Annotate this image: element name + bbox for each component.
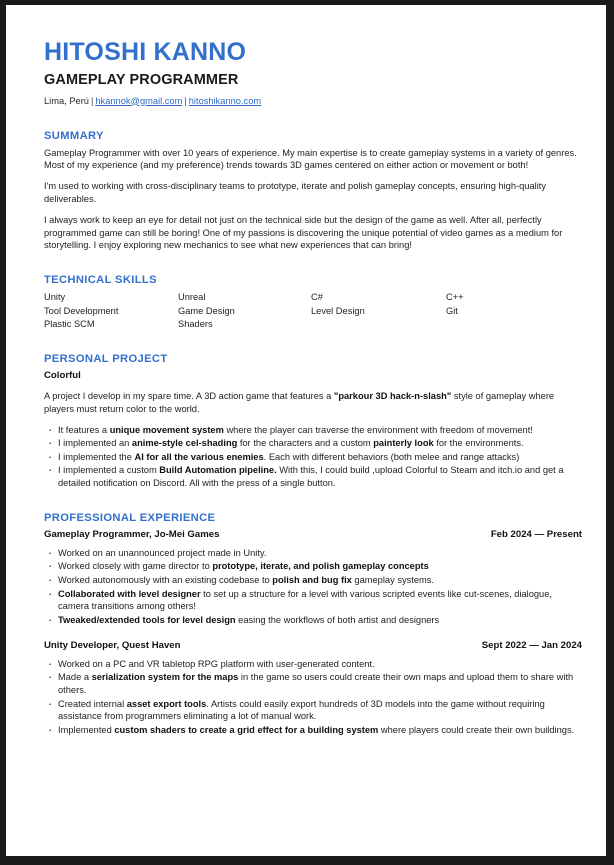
skills-column [178, 291, 311, 331]
candidate-role: GAMEPLAY PROGRAMMER [44, 71, 239, 88]
bullet-text-bold: Collaborated with level designer [58, 588, 201, 599]
bullet-text-post-2: for the environments. [433, 438, 524, 449]
bullet-text-bold: prototype, iterate, and polish gameplay concepts [212, 561, 429, 572]
list-item [44, 614, 582, 627]
skill-item: Plastic SCM [44, 318, 95, 329]
list-item [44, 547, 582, 560]
bullet-text-post: With this, I could build ,upload Colorful to Steam and itch.io and get a detailed notification on Discord. All with the press of a single button. [58, 465, 564, 489]
contact-location: Lima, Perú [44, 95, 89, 106]
bullet-text-pre: Worked autonomously with an existing codebase to [58, 575, 273, 586]
bullet-text-post: where players could create their own buildings. [378, 724, 575, 735]
list-item [44, 437, 582, 450]
list-item [44, 451, 582, 464]
list-item [44, 658, 582, 671]
bullet-text-bold: Build Automation pipeline. [159, 465, 277, 476]
skills-column [311, 291, 446, 331]
list-item [44, 424, 582, 437]
skills-column [44, 291, 178, 331]
bullet-text-pre: Created internal [58, 698, 127, 709]
skill-item: Game Design [178, 305, 235, 316]
summary-title: SUMMARY [44, 129, 104, 142]
professional-experience-section [44, 512, 582, 737]
job-bullet-list [44, 658, 582, 737]
list-item [44, 698, 582, 723]
bullet-text-bold: polish and bug fix [272, 575, 352, 586]
bullet-text-pre: It features a [58, 424, 110, 435]
bullet-text-pre: Made a [58, 672, 92, 683]
bullet-text-pre: Worked closely with game director to [58, 561, 213, 572]
summary-paragraph: Gameplay Programmer with over 10 years of experience. My main expertise is to create gameplay systems in a variety of genres. Most of my experience (and my preference) trends towards 3D games centered on either action or movement or both! [44, 147, 577, 171]
email-link[interactable]: hkannok@gmail.com [95, 95, 183, 106]
project-desc-post: style of gameplay where players must return color to the world. [44, 390, 555, 414]
job-dates: Feb 2024 — Present [490, 528, 582, 540]
technical-skills-section [44, 274, 582, 331]
project-bullet-list [44, 424, 582, 490]
job-header [44, 529, 582, 540]
bullet-text-pre: I implemented the [58, 451, 135, 462]
resume-page [6, 5, 606, 856]
list-item [44, 574, 582, 587]
summary-section [44, 130, 582, 253]
skills-grid [44, 291, 582, 331]
project-desc-pre: A project I develop in my spare time. A 3D action game that features a [44, 390, 334, 401]
bullet-text-bold: Tweaked/extended tools for level design [58, 614, 236, 625]
skill-item: Git [446, 305, 458, 316]
skill-item: Shaders [178, 318, 213, 329]
bullet-text-bold: anime-style cel-shading [131, 438, 238, 449]
job-dates: Sept 2022 — Jan 2024 [481, 639, 582, 651]
skill-item: Level Design [311, 305, 365, 316]
skill-item: Tool Development [44, 305, 119, 316]
list-item [44, 464, 582, 489]
summary-paragraph: I'm used to working with cross-disciplinary teams to prototype, iterate and polish gameplay concepts, ensuring high-quality deliverables. [44, 181, 546, 204]
list-item [44, 671, 582, 696]
website-link[interactable]: hitoshikanno.com [188, 95, 262, 106]
project-name: Colorful [44, 369, 81, 381]
bullet-text-post: gameplay systems. [351, 575, 434, 586]
bullet-text-bold: serialization system for the maps [91, 672, 239, 683]
bullet-text-post: easing the workflows of both artist and designers [235, 614, 440, 625]
bullet-text-bold: AI for all the various enemies [134, 451, 264, 462]
bullet-text-bold: unique movement system [109, 424, 224, 435]
list-item [44, 724, 582, 737]
job-title: Gameplay Programmer, Jo-Mei Games [44, 528, 220, 540]
bullet-text-post: . Artists could easily export hundreds of 3D models into the game without requiring assistance from programmers eliminating a lot of manual work. [58, 698, 545, 722]
list-item [44, 560, 582, 573]
personal-project-section [44, 353, 582, 490]
bullet-text-pre: Worked on a PC and VR tabletop RPG platform with user-generated content. [58, 658, 375, 669]
personal-project-title: PERSONAL PROJECT [44, 352, 168, 365]
skill-item: C# [311, 292, 323, 303]
bullet-text-pre: I implemented an [58, 438, 132, 449]
skill-item: Unity [44, 292, 66, 303]
contact-line [44, 95, 582, 108]
summary-paragraph: I always work to keep an eye for detail not just on the technical side but the design of the game as well. After all, perfectly programmed game can still be boring! One of my passions is discovering the unique potential of video games as a medium for storytelling. I enjoy exploring new mechanics to see what new experiences that can bring! [44, 214, 563, 251]
technical-skills-title: TECHNICAL SKILLS [44, 274, 157, 287]
bullet-text-post: in the game so users could create their own maps and upload them to share with others. [58, 672, 574, 695]
skill-item: Unreal [178, 292, 206, 303]
bullet-text-bold: asset export tools [126, 698, 207, 709]
bullet-text-bold: custom shaders to create a grid effect for a building system [114, 724, 379, 735]
bullet-text-bold-2: painterly look [373, 438, 434, 449]
bullet-text-post: for the characters and a custom [237, 438, 374, 449]
job-bullet-list [44, 547, 582, 627]
job-title: Unity Developer, Quest Haven [44, 639, 181, 651]
candidate-name: HITOSHI KANNO [44, 38, 247, 66]
professional-experience-title: PROFESSIONAL EXPERIENCE [44, 511, 216, 524]
job-entry [44, 640, 582, 737]
skill-item: C++ [446, 292, 464, 303]
contact-separator-2: | [184, 95, 187, 106]
bullet-text-pre: Implemented [58, 724, 115, 735]
bullet-text-pre: I implemented a custom [58, 465, 160, 476]
contact-separator-1: | [90, 95, 94, 106]
job-header [44, 640, 582, 651]
job-entry [44, 529, 582, 627]
bullet-text-post: . Each with different behaviors (both melee and range attacks) [263, 451, 520, 462]
bullet-text-post: to set up a structure for a level with various scripted events like cut-scenes, dialogue, camera transitions among others! [58, 588, 552, 612]
project-description [44, 390, 582, 416]
project-desc-bold: "parkour 3D hack-n-slash" [333, 390, 452, 401]
bullet-text-post: where the player can traverse the environment with freedom of movement! [223, 424, 533, 435]
bullet-text-pre: Worked on an unannounced project made in Unity. [58, 547, 267, 558]
skills-column [446, 291, 546, 331]
list-item [44, 588, 582, 613]
